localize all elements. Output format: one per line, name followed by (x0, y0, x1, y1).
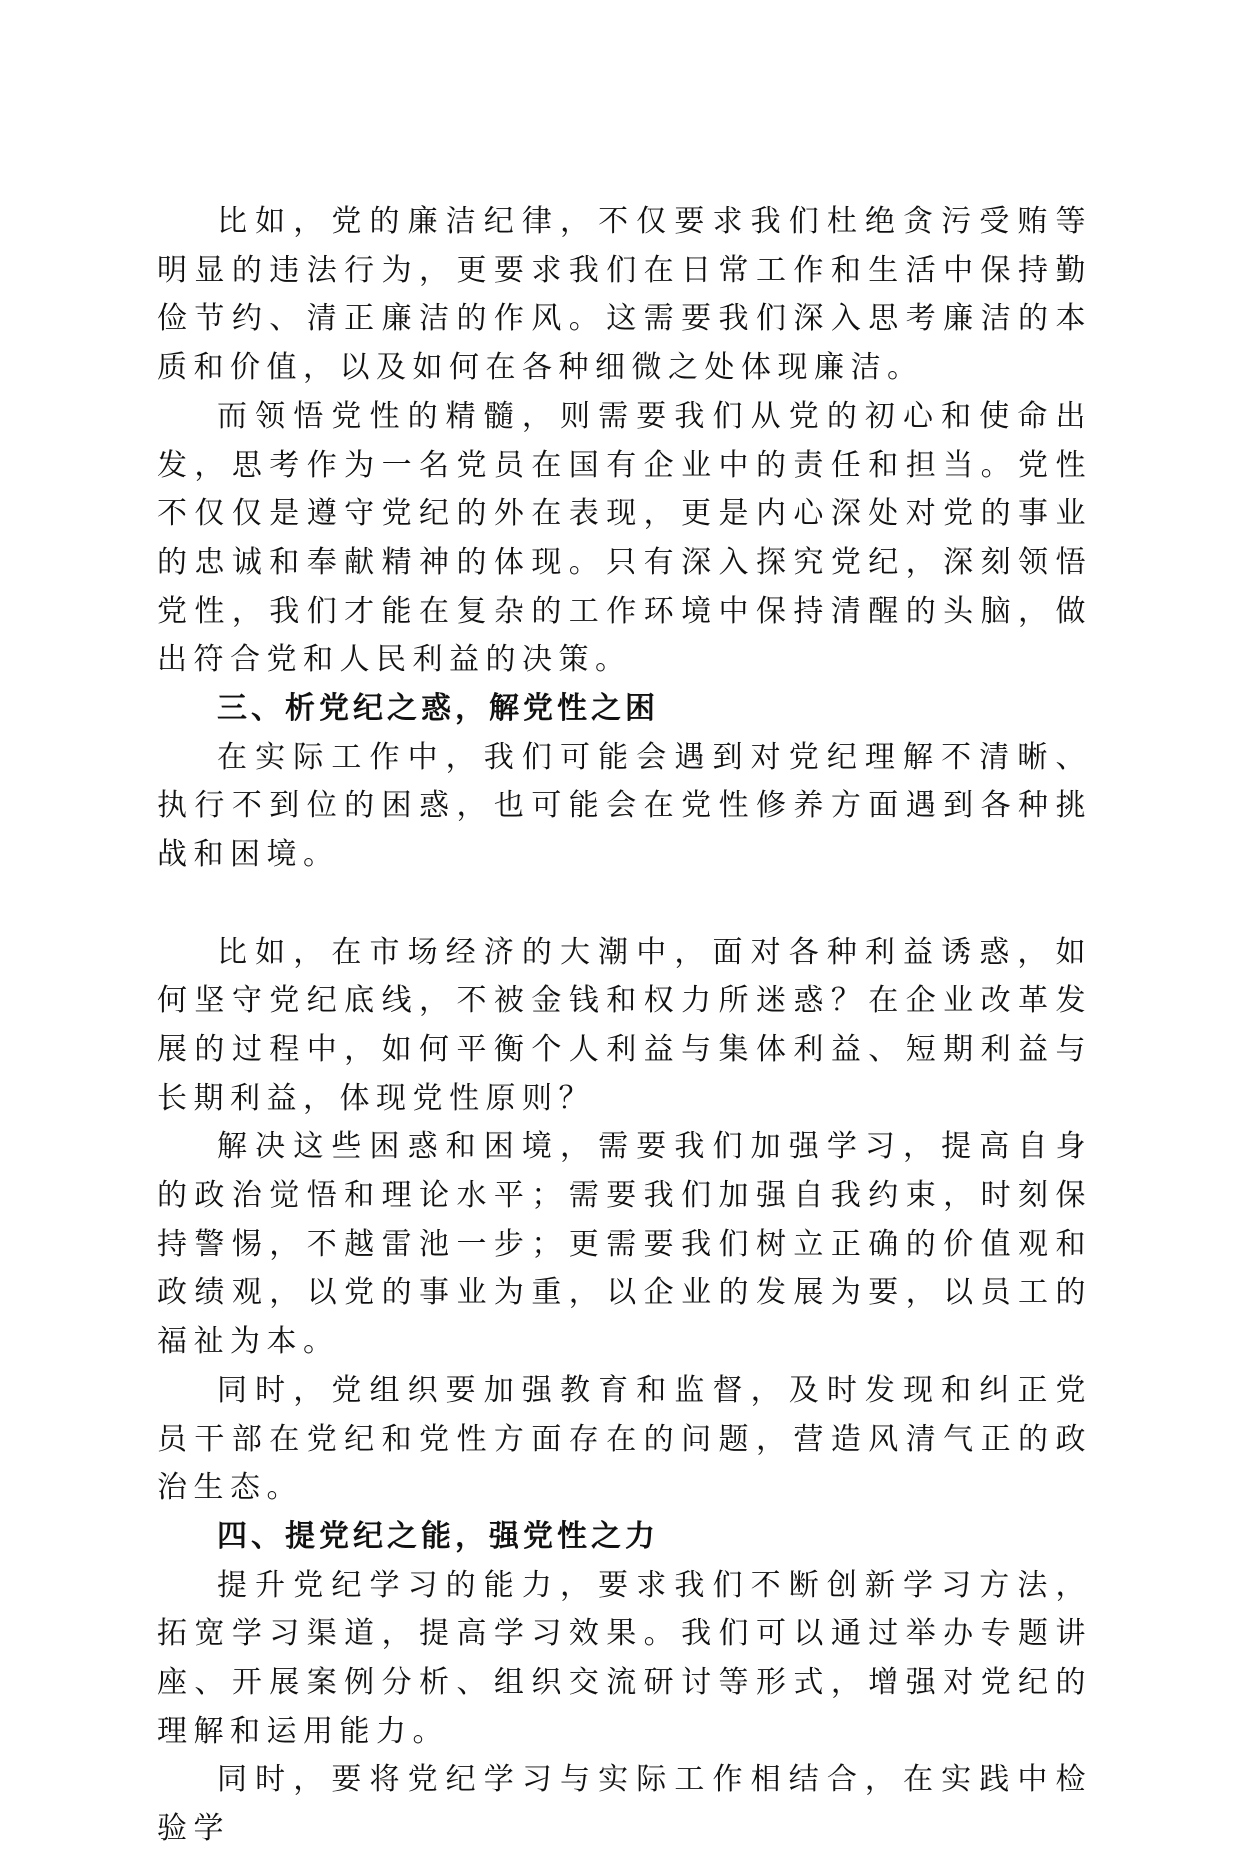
section-heading-3: 三、析党纪之惑，解党性之困 (217, 691, 659, 727)
paragraph-confusions: 在实际工作中，我们可能会遇到对党纪理解不清晰、执行不到位的困惑，也可能会在党性修养方面遇到各种挑战和困境。 (157, 739, 1092, 873)
paragraph-examples: 比如，在市场经济的大潮中，面对各种利益诱惑，如何坚守党纪底线，不被金钱和权力所迷惑？在企业改革发展的过程中，如何平衡个人利益与集体利益、短期利益与长期利益，体现党性原则？ (157, 934, 1092, 1116)
paragraph-practice: 同时，要将党纪学习与实际工作相结合，在实践中检验学 (157, 1762, 1092, 1847)
paragraph-gap (157, 880, 1092, 929)
paragraph-supervision: 同时，党组织要加强教育和监督，及时发现和纠正党员干部在党纪和党性方面存在的问题，营造风清气正的政治生态。 (157, 1372, 1092, 1506)
document-body (157, 198, 1092, 1854)
paragraph-party-spirit-essence: 而领悟党性的精髓，则需要我们从党的初心和使命出发，思考作为一名党员在国有企业中的责任和担当。党性不仅仅是遵守党纪的外在表现，更是内心深处对党的事业的忠诚和奉献精神的体现。只有深入探究党纪，深刻领悟党性，我们才能在复杂的工作环境中保持清醒的头脑，做出符合党和人民利益的决策。 (157, 398, 1092, 678)
paragraph-solutions: 解决这些困惑和困境，需要我们加强学习，提高自身的政治觉悟和理论水平；需要我们加强自我约束，时刻保持警惕，不越雷池一步；更需要我们树立正确的价值观和政绩观，以党的事业为重，以企业的发展为要，以员工的福祉为本。 (157, 1129, 1092, 1360)
paragraph-integrity-discipline: 比如，党的廉洁纪律，不仅要求我们杜绝贪污受贿等明显的违法行为，更要求我们在日常工作和生活中保持勤俭节约、清正廉洁的作风。这需要我们深入思考廉洁的本质和价值，以及如何在各种细微之处体现廉洁。 (157, 204, 1092, 386)
section-heading-4: 四、提党纪之能，强党性之力 (217, 1518, 659, 1554)
paragraph-learning-ability: 提升党纪学习的能力，要求我们不断创新学习方法，拓宽学习渠道，提高学习效果。我们可以通过举办专题讲座、开展案例分析、组织交流研讨等形式，增强对党纪的理解和运用能力。 (157, 1567, 1092, 1749)
